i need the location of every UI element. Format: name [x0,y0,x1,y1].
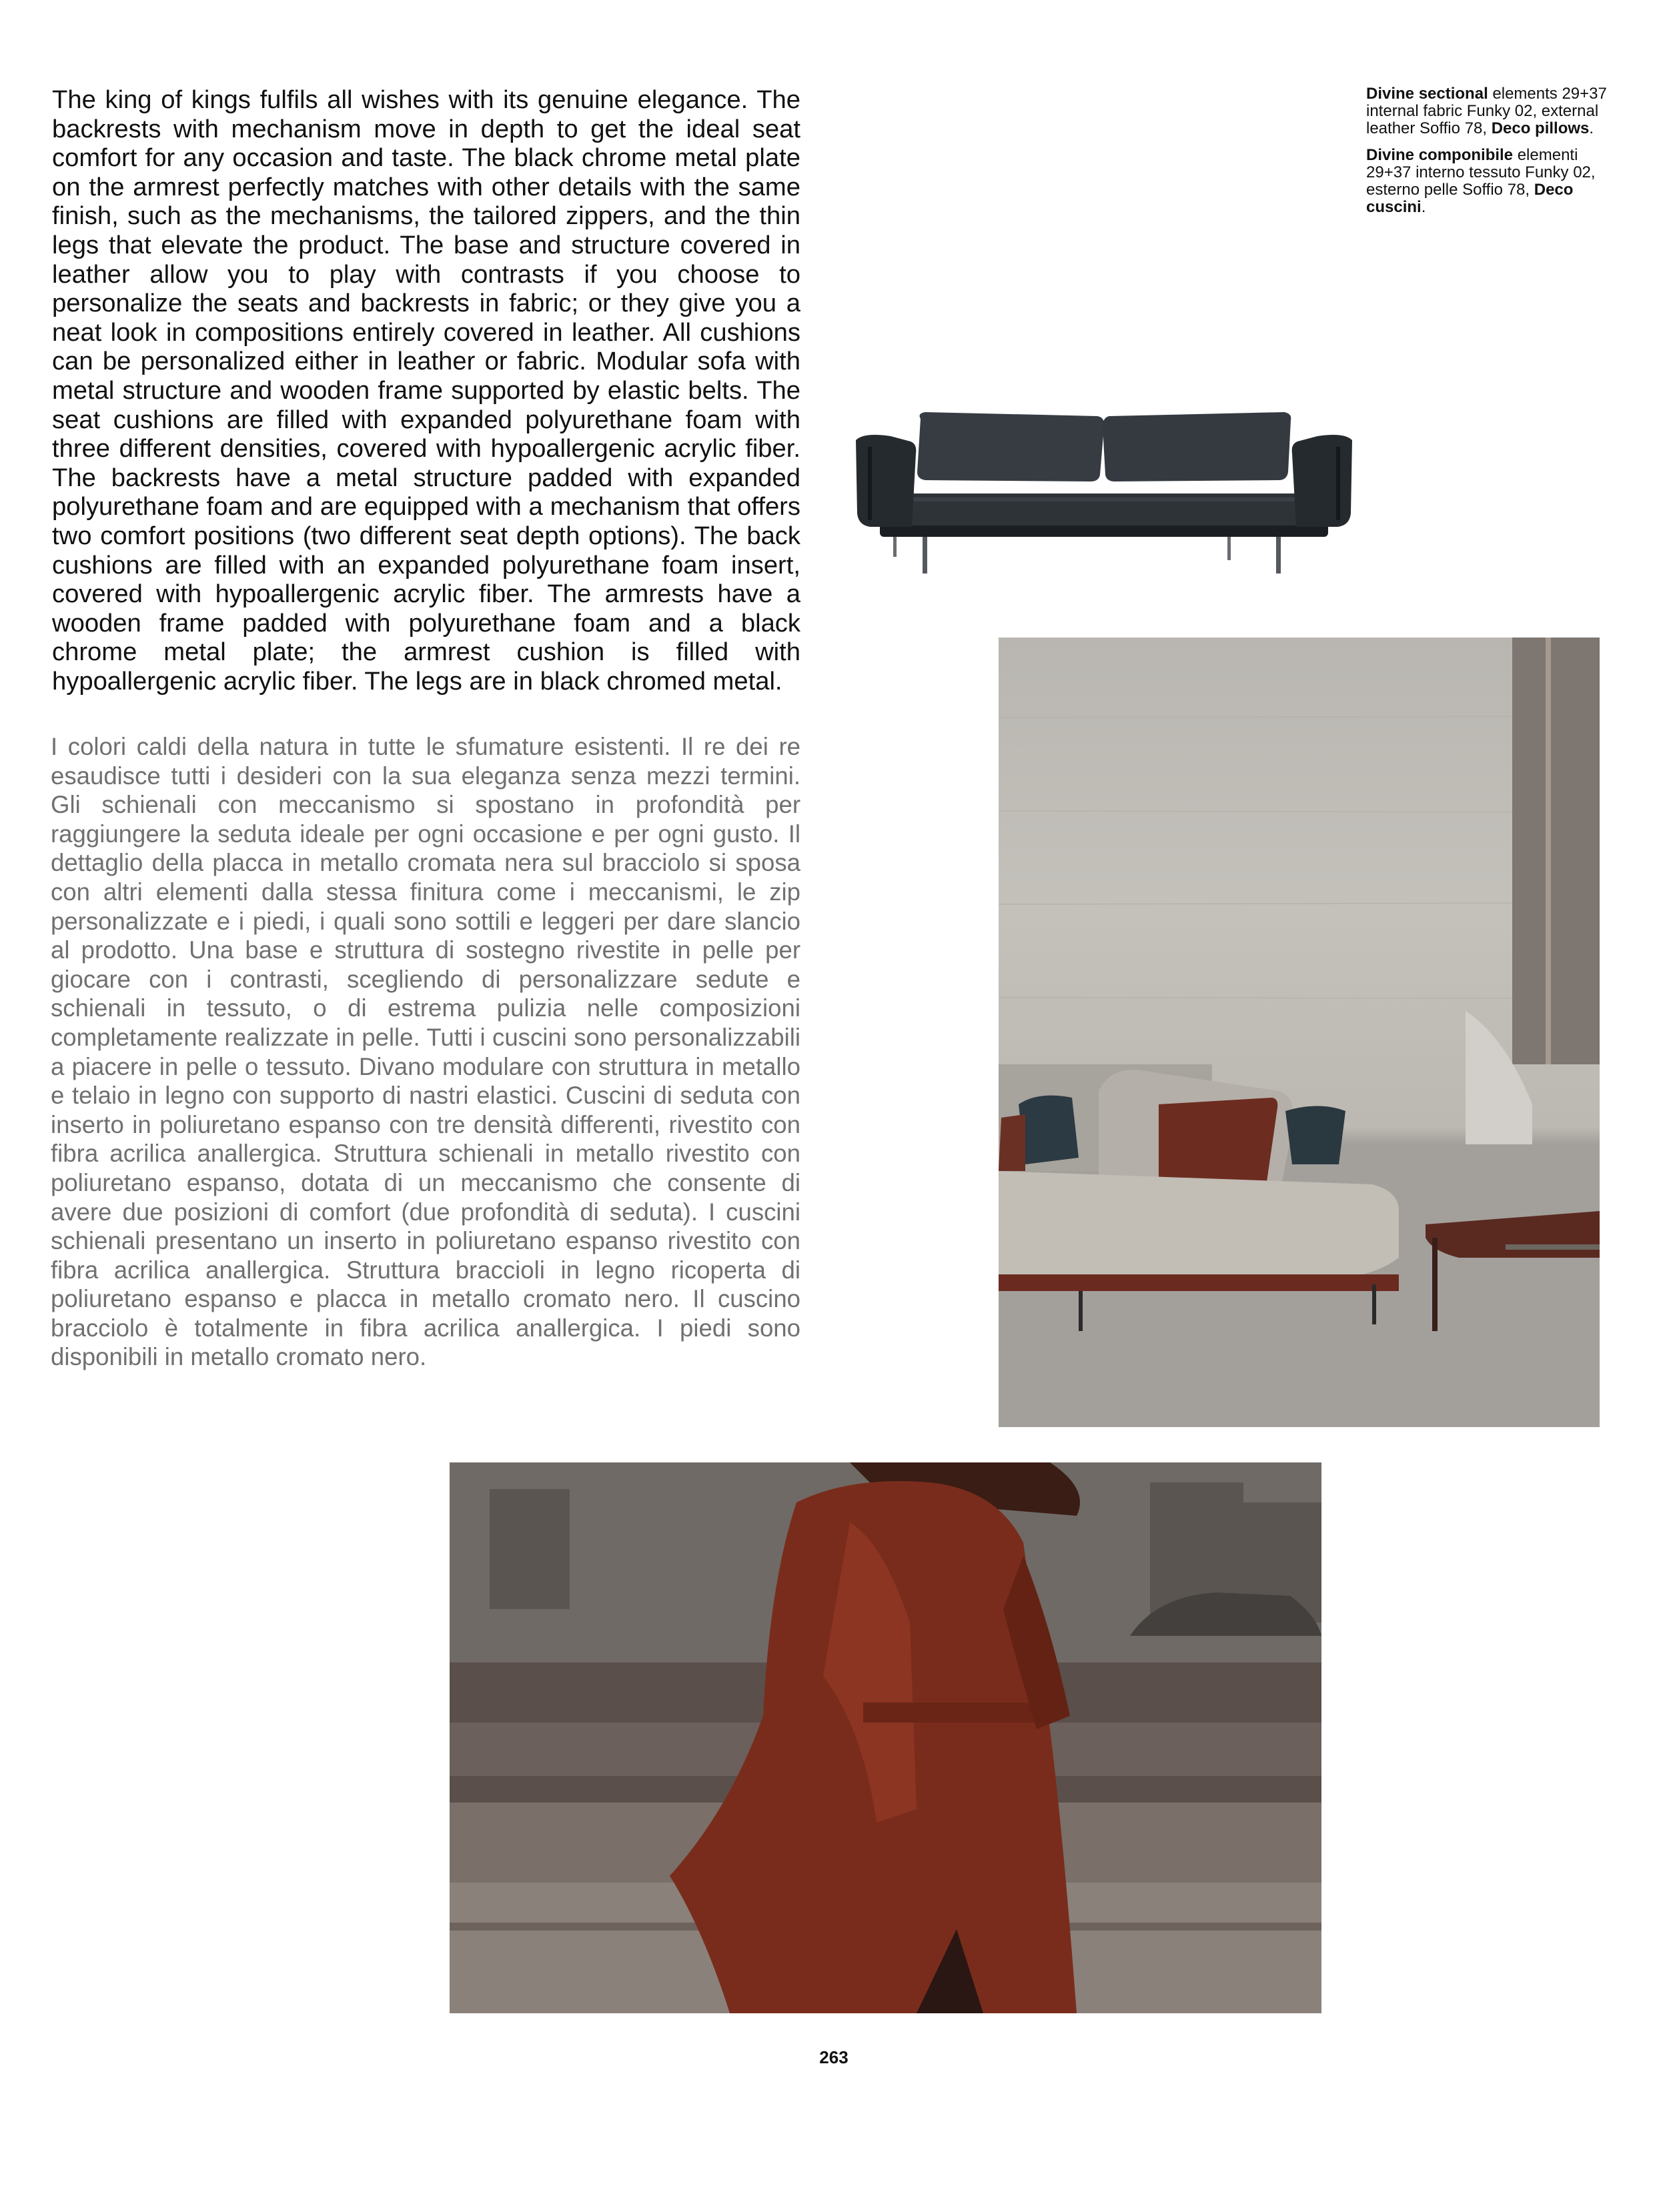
caption-it-pillows: Deco cuscini [1366,181,1574,216]
english-description: The king of kings fulfils all wishes with its genuine elegance. The backrests with mechanism move in depth to get the ideal seat comfort for any occasion and taste. The black chrome metal plate on the armrest perfectly matches with other details with the same finish, such as the mechanisms, the tailored zippers, and the thin legs that elevate the product. The base and structure covered in leather allow you to play with contrasts if you choose to personalize the seats and backrests in fabric; or they give you a neat look in compositions entirely covered in leather. All cushions can be personalized either in leather or fabric. Modular sofa with metal structure and wooden frame supported by elastic belts. The seat cushions are filled with expanded polyurethane foam with three different densities, covered with hypoallergenic acrylic fiber. The backrests have a metal structure padded with expanded polyurethane foam and are equipped with a mechanism that offers two comfort positions (two different seat depth options). The back cushions are filled with an expanded polyurethane foam insert, covered with hypoallergenic acrylic fiber. The armrests have a wooden frame padded with polyurethane foam and a black chrome metal plate; the armrest cushion is filled with hypoallergenic acrylic fiber. The legs are in black chromed metal. [52,85,800,696]
red-coat-photo [450,1462,1321,2013]
product-caption [1366,85,1613,225]
caption-en-end: . [1589,119,1594,137]
caption-it-end: . [1421,198,1426,216]
caption-it-details: elementi 29+37 interno tessuto Funky 02, esterno pelle Soffio 78, [1366,146,1596,199]
caption-italian [1366,147,1613,216]
caption-en-pillows: Deco pillows [1491,119,1590,137]
caption-en-details: elements 29+37 internal fabric Funky 02, external leather Soffio 78, [1366,85,1607,137]
interior-sofa-photo [999,638,1600,1427]
italian-description: I colori caldi della natura in tutte le sfumature esistenti. Il re dei re esaudisce tutti i desideri con la sua eleganza senza mezzi termini. Gli schienali con meccanismo si spostano in profondità per raggiungere la seduta ideale per ogni occasione e per ogni gusto. Il dettaglio della placca in metallo cromata nera sul bracciolo si sposa con altri elementi dalla stessa finitura come i meccanismi, le zip personalizzate e i piedi, i quali sono sottili e leggeri per dare slancio al prodotto. Una base e struttura di sostegno rivestite in pelle per giocare con i contrasti, scegliendo di personalizzare sedute e schienali in tessuto, o di estrema pulizia nelle composizioni completamente realizzate in pelle. Tutti i cuscini sono personalizzabili a piacere in pelle o tessuto. Divano modulare con struttura in metallo e telaio in legno con supporto di nastri elastici. Cuscini di seduta con inserto in poliuretano espanso con tre densità differenti, rivestito con fibra acrilica anallergica. Struttura schienali in metallo rivestito con poliuretano espanso, dotata di un meccanismo che consente di avere due posizioni di comfort (due profondità di seduta). I cuscini schienali presentano un inserto in poliuretano espanso rivestito con fibra acrilica anallergica. Struttura braccioli in legno ricoperta di poliuretano espanso e placca in metallo cromato nero. Il cuscino bracciolo è totalmente in fibra acrilica anallergica. I piedi sono disponibili in metallo cromato nero. [51,733,800,1371]
caption-english [1366,85,1613,137]
sofa-product-image [851,400,1357,580]
page-number: 263 [819,2047,849,2067]
caption-it-product-name: Divine componibile [1366,146,1514,164]
caption-en-product-name: Divine sectional [1366,85,1488,103]
